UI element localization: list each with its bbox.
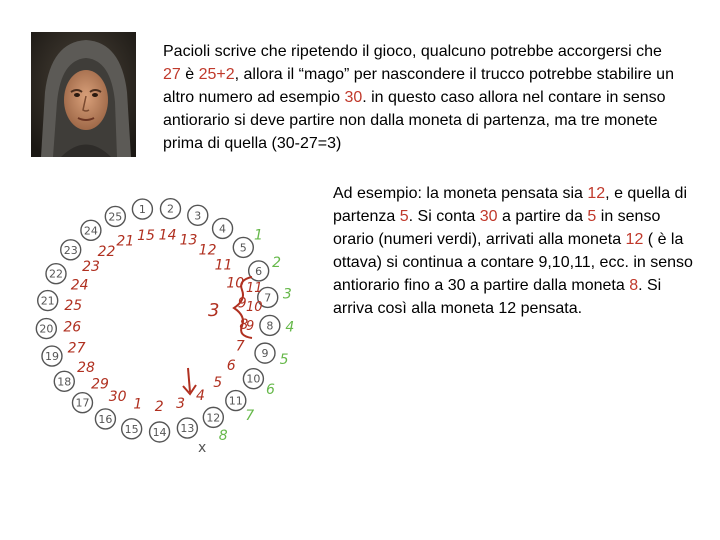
coin-4: [213, 218, 233, 238]
coin-24: [81, 220, 101, 240]
coin-number: 8: [266, 319, 274, 333]
coin-3: [188, 205, 208, 225]
coin-number: 20: [39, 322, 54, 336]
red-count-number: 23: [82, 259, 100, 276]
coin-18: [54, 371, 74, 391]
red-count-number: 12: [198, 242, 217, 259]
coin-8: [260, 315, 280, 335]
bracket-number: 11: [246, 281, 263, 296]
red-count-number: 15: [137, 227, 155, 244]
green-count-number: 4: [285, 319, 295, 336]
coin-circle-diagram: [30, 180, 330, 480]
green-count-number: 6: [265, 382, 275, 399]
coin-number: 4: [219, 222, 227, 236]
portrait-image: [31, 32, 136, 157]
coin-1: [132, 199, 152, 219]
coin-number: 2: [166, 202, 174, 216]
coin-number: 21: [40, 294, 55, 308]
coin-17: [72, 393, 92, 413]
coin-number: 25: [108, 210, 123, 224]
coin-number: 3: [194, 209, 202, 223]
red-count-number: 11: [214, 257, 233, 274]
coin-11: [226, 391, 246, 411]
coin-number: 9: [261, 347, 269, 361]
explanation-paragraph-1: Pacioli scrive che ripetendo il gioco, qualcuno potrebbe accorgersi che 27 è 25+2, allora il “mago” per nascondere il trucco potrebbe stabilire un altro numero ad esempio 30. in questo caso allora nel contare in senso antiorario si deve partire non dalla moneta di partenza, ma tre monete prima di quella (30-27=3): [163, 43, 674, 152]
red-count-number: 21: [116, 233, 135, 250]
red-count-number: 7: [235, 338, 245, 355]
start-mark: x: [198, 440, 207, 456]
red-count-group: [63, 228, 248, 415]
coin-5: [233, 237, 253, 257]
red-count-number: 30: [108, 388, 127, 405]
coin-number: 13: [180, 422, 195, 436]
coin-number: 19: [44, 350, 59, 364]
coin-number: 12: [206, 411, 221, 425]
coin-15: [122, 419, 142, 439]
pacioli-portrait: [31, 32, 136, 157]
red-count-number: 26: [63, 319, 82, 336]
example-paragraph: Ad esempio: la moneta pensata sia 12, e quella di partenza 5. Si conta 30 a partire da 5 in senso orario (numeri verdi), arrivati alla moneta 12 ( è la ottava) si continua a contare 9,10,11, ecc. in senso antiorario fino a 30 a partire dalla moneta 8. Si arriva così alla moneta 12 pensata.: [333, 185, 693, 317]
coin-number: 11: [228, 394, 243, 408]
green-count-number: 3: [282, 286, 292, 303]
red-count-number: 4: [196, 387, 205, 404]
coin-25: [105, 206, 125, 226]
green-count-number: 1: [254, 227, 263, 244]
coin-20: [36, 319, 56, 339]
red-count-number: 6: [226, 358, 236, 375]
coin-13: [177, 418, 197, 438]
red-count-number: 24: [70, 277, 89, 294]
coin-22: [46, 264, 66, 284]
coin-14: [150, 422, 170, 442]
green-count-number: 7: [245, 407, 255, 424]
coin-number: 5: [239, 241, 247, 255]
start-arrow: [183, 368, 196, 394]
coin-number: 17: [75, 396, 90, 410]
coin-2: [160, 199, 180, 219]
coin-number: 15: [124, 422, 139, 436]
coin-19: [42, 346, 62, 366]
red-count-number: 27: [67, 340, 86, 357]
red-count-number: 2: [154, 398, 164, 415]
green-count-number: 8: [218, 427, 228, 444]
coin-12: [203, 407, 223, 427]
coin-16: [95, 409, 115, 429]
red-count-number: 13: [179, 232, 198, 249]
coin-number: 1: [138, 203, 146, 217]
coin-number: 7: [264, 291, 272, 305]
coin-number: 14: [152, 425, 167, 439]
red-count-number: 22: [97, 244, 116, 261]
coin-number: 16: [98, 412, 113, 426]
green-count-number: 2: [272, 255, 282, 272]
red-count-number: 29: [91, 376, 109, 393]
red-count-number: 28: [77, 360, 95, 377]
coin-number: 6: [255, 264, 263, 278]
coin-number: 18: [57, 375, 72, 389]
coin-9: [255, 343, 275, 363]
red-count-number: 1: [133, 396, 143, 413]
red-count-number: 14: [158, 227, 177, 244]
red-count-number: 5: [213, 374, 223, 391]
bracket-number: 9: [246, 319, 255, 334]
coin-number: 23: [63, 243, 78, 257]
bracket-label: 3: [208, 300, 220, 321]
red-count-number: 10: [226, 275, 245, 292]
red-count-number: 8: [239, 317, 249, 334]
coin-number: 10: [246, 372, 261, 386]
coin-23: [61, 240, 81, 260]
bracket-number: 10: [246, 300, 263, 315]
red-count-number: 3: [176, 395, 186, 412]
red-count-number: 25: [64, 298, 83, 315]
green-count-number: 5: [279, 352, 289, 369]
red-count-number: 9: [237, 295, 247, 312]
coin-21: [38, 291, 58, 311]
coin-10: [243, 369, 263, 389]
coin-number: 22: [49, 267, 64, 281]
coin-number: 24: [83, 224, 98, 238]
